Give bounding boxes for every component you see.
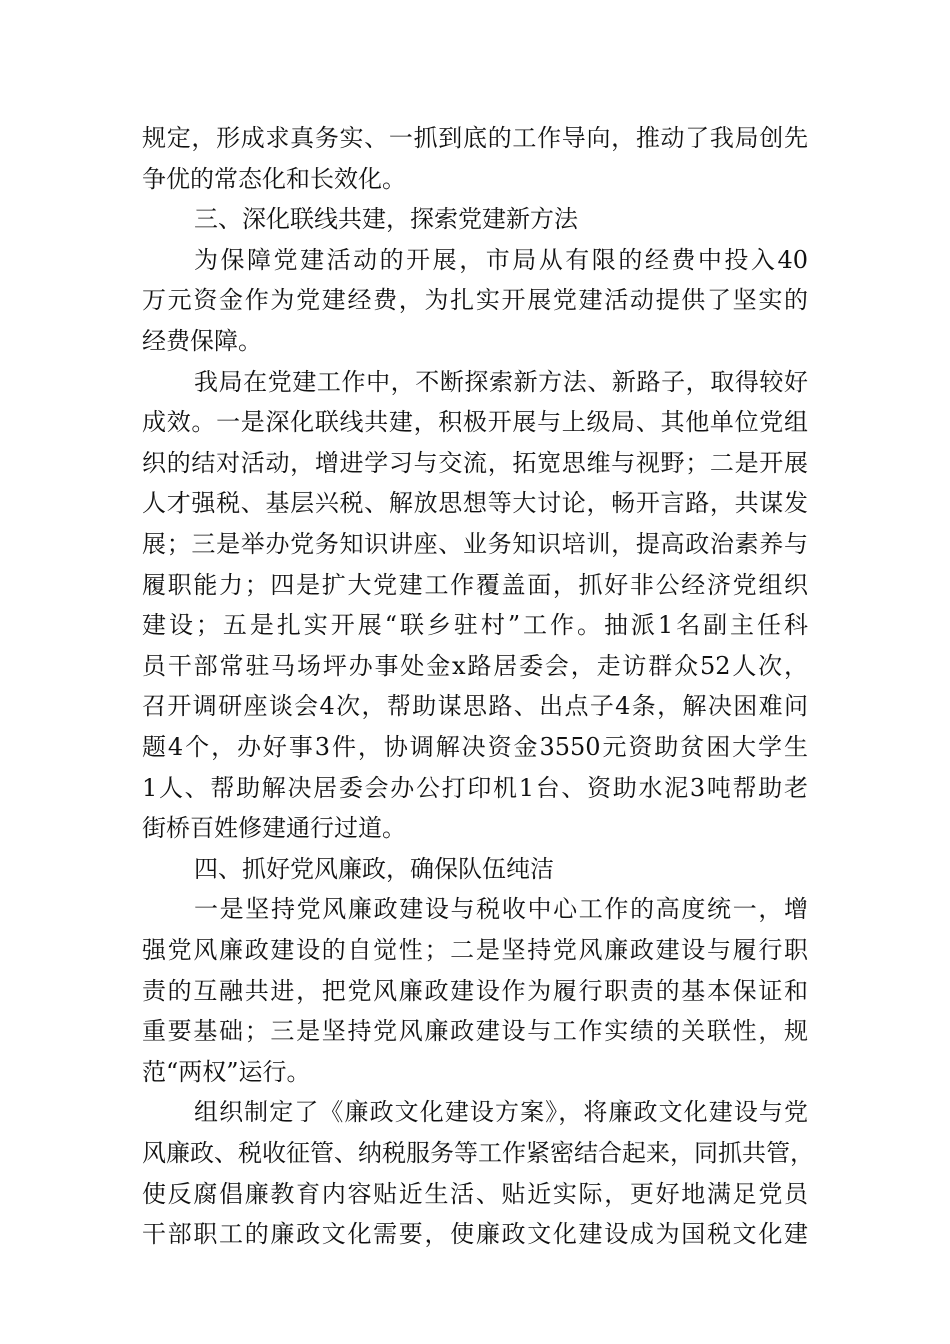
text-line: 成效。一是深化联线共建，积极开展与上级局、其他单位党组 (142, 408, 808, 437)
text-line: 强党风廉政建设的自觉性；二是坚持党风廉政建设与履行职 (142, 936, 808, 964)
text-line: 规定，形成求真务实、一抓到底的工作导向，推动了我局创先 (142, 124, 808, 152)
text-line: 街桥百姓修建通行过道。 (142, 814, 406, 843)
section-heading: 四、抓好党风廉政，确保队伍纯洁 (194, 854, 554, 883)
text-line: 风廉政、税收征管、纳税服务等工作紧密结合起来，同抓共管， (142, 1139, 814, 1167)
text-line: 我局在党建工作中，不断探索新方法、新路子，取得较好 (194, 367, 808, 396)
text-line: 经费保障。 (142, 327, 262, 355)
text-line: 一是坚持党风廉政建设与税收中心工作的高度统一，增 (194, 895, 808, 924)
text-line: 争优的常态化和长效化。 (142, 164, 406, 193)
section-heading: 三、深化联线共建，探索党建新方法 (194, 205, 578, 234)
text-line: 建设；五是扎实开展“联乡驻村”工作。抽派1名副主任科 (142, 611, 808, 640)
text-line: 履职能力；四是扩大党建工作覆盖面，抓好非公经济党组织 (142, 570, 808, 599)
text-line: 织的结对活动，增进学习与交流，拓宽思维与视野；二是开展 (142, 448, 808, 477)
text-line: 使反腐倡廉教育内容贴近生活、贴近实际，更好地满足党员 (142, 1179, 808, 1208)
text-line: 干部职工的廉政文化需要，使廉政文化建设成为国税文化建 (142, 1220, 808, 1249)
text-line: 员干部常驻马场坪办事处金x路居委会，走访群众52人次， (142, 651, 808, 680)
text-line: 为保障党建活动的开展，市局从有限的经费中投入40 (194, 245, 808, 274)
text-line: 范“两权”运行。 (142, 1057, 311, 1086)
text-line: 万元资金作为党建经费，为扎实开展党建活动提供了坚实的 (142, 286, 808, 315)
text-line: 题4个，办好事3件，协调解决资金3550元资助贫困大学生 (142, 733, 808, 761)
text-line: 人才强税、基层兴税、解放思想等大讨论，畅开言路，共谋发 (142, 489, 808, 518)
text-line: 召开调研座谈会4次，帮助谋思路、出点子4条，解决困难问 (142, 692, 808, 721)
text-line: 1人、帮助解决居委会办公打印机1台、资助水泥3吨帮助老 (142, 773, 808, 802)
text-line: 重要基础；三是坚持党风廉政建设与工作实绩的关联性，规 (142, 1017, 808, 1046)
text-line: 展；三是举办党务知识讲座、业务知识培训，提高政治素养与 (142, 530, 808, 558)
text-line: 组织制定了《廉政文化建设方案》，将廉政文化建设与党 (194, 1098, 808, 1127)
text-line: 责的互融共进，把党风廉政建设作为履行职责的基本保证和 (142, 976, 808, 1005)
